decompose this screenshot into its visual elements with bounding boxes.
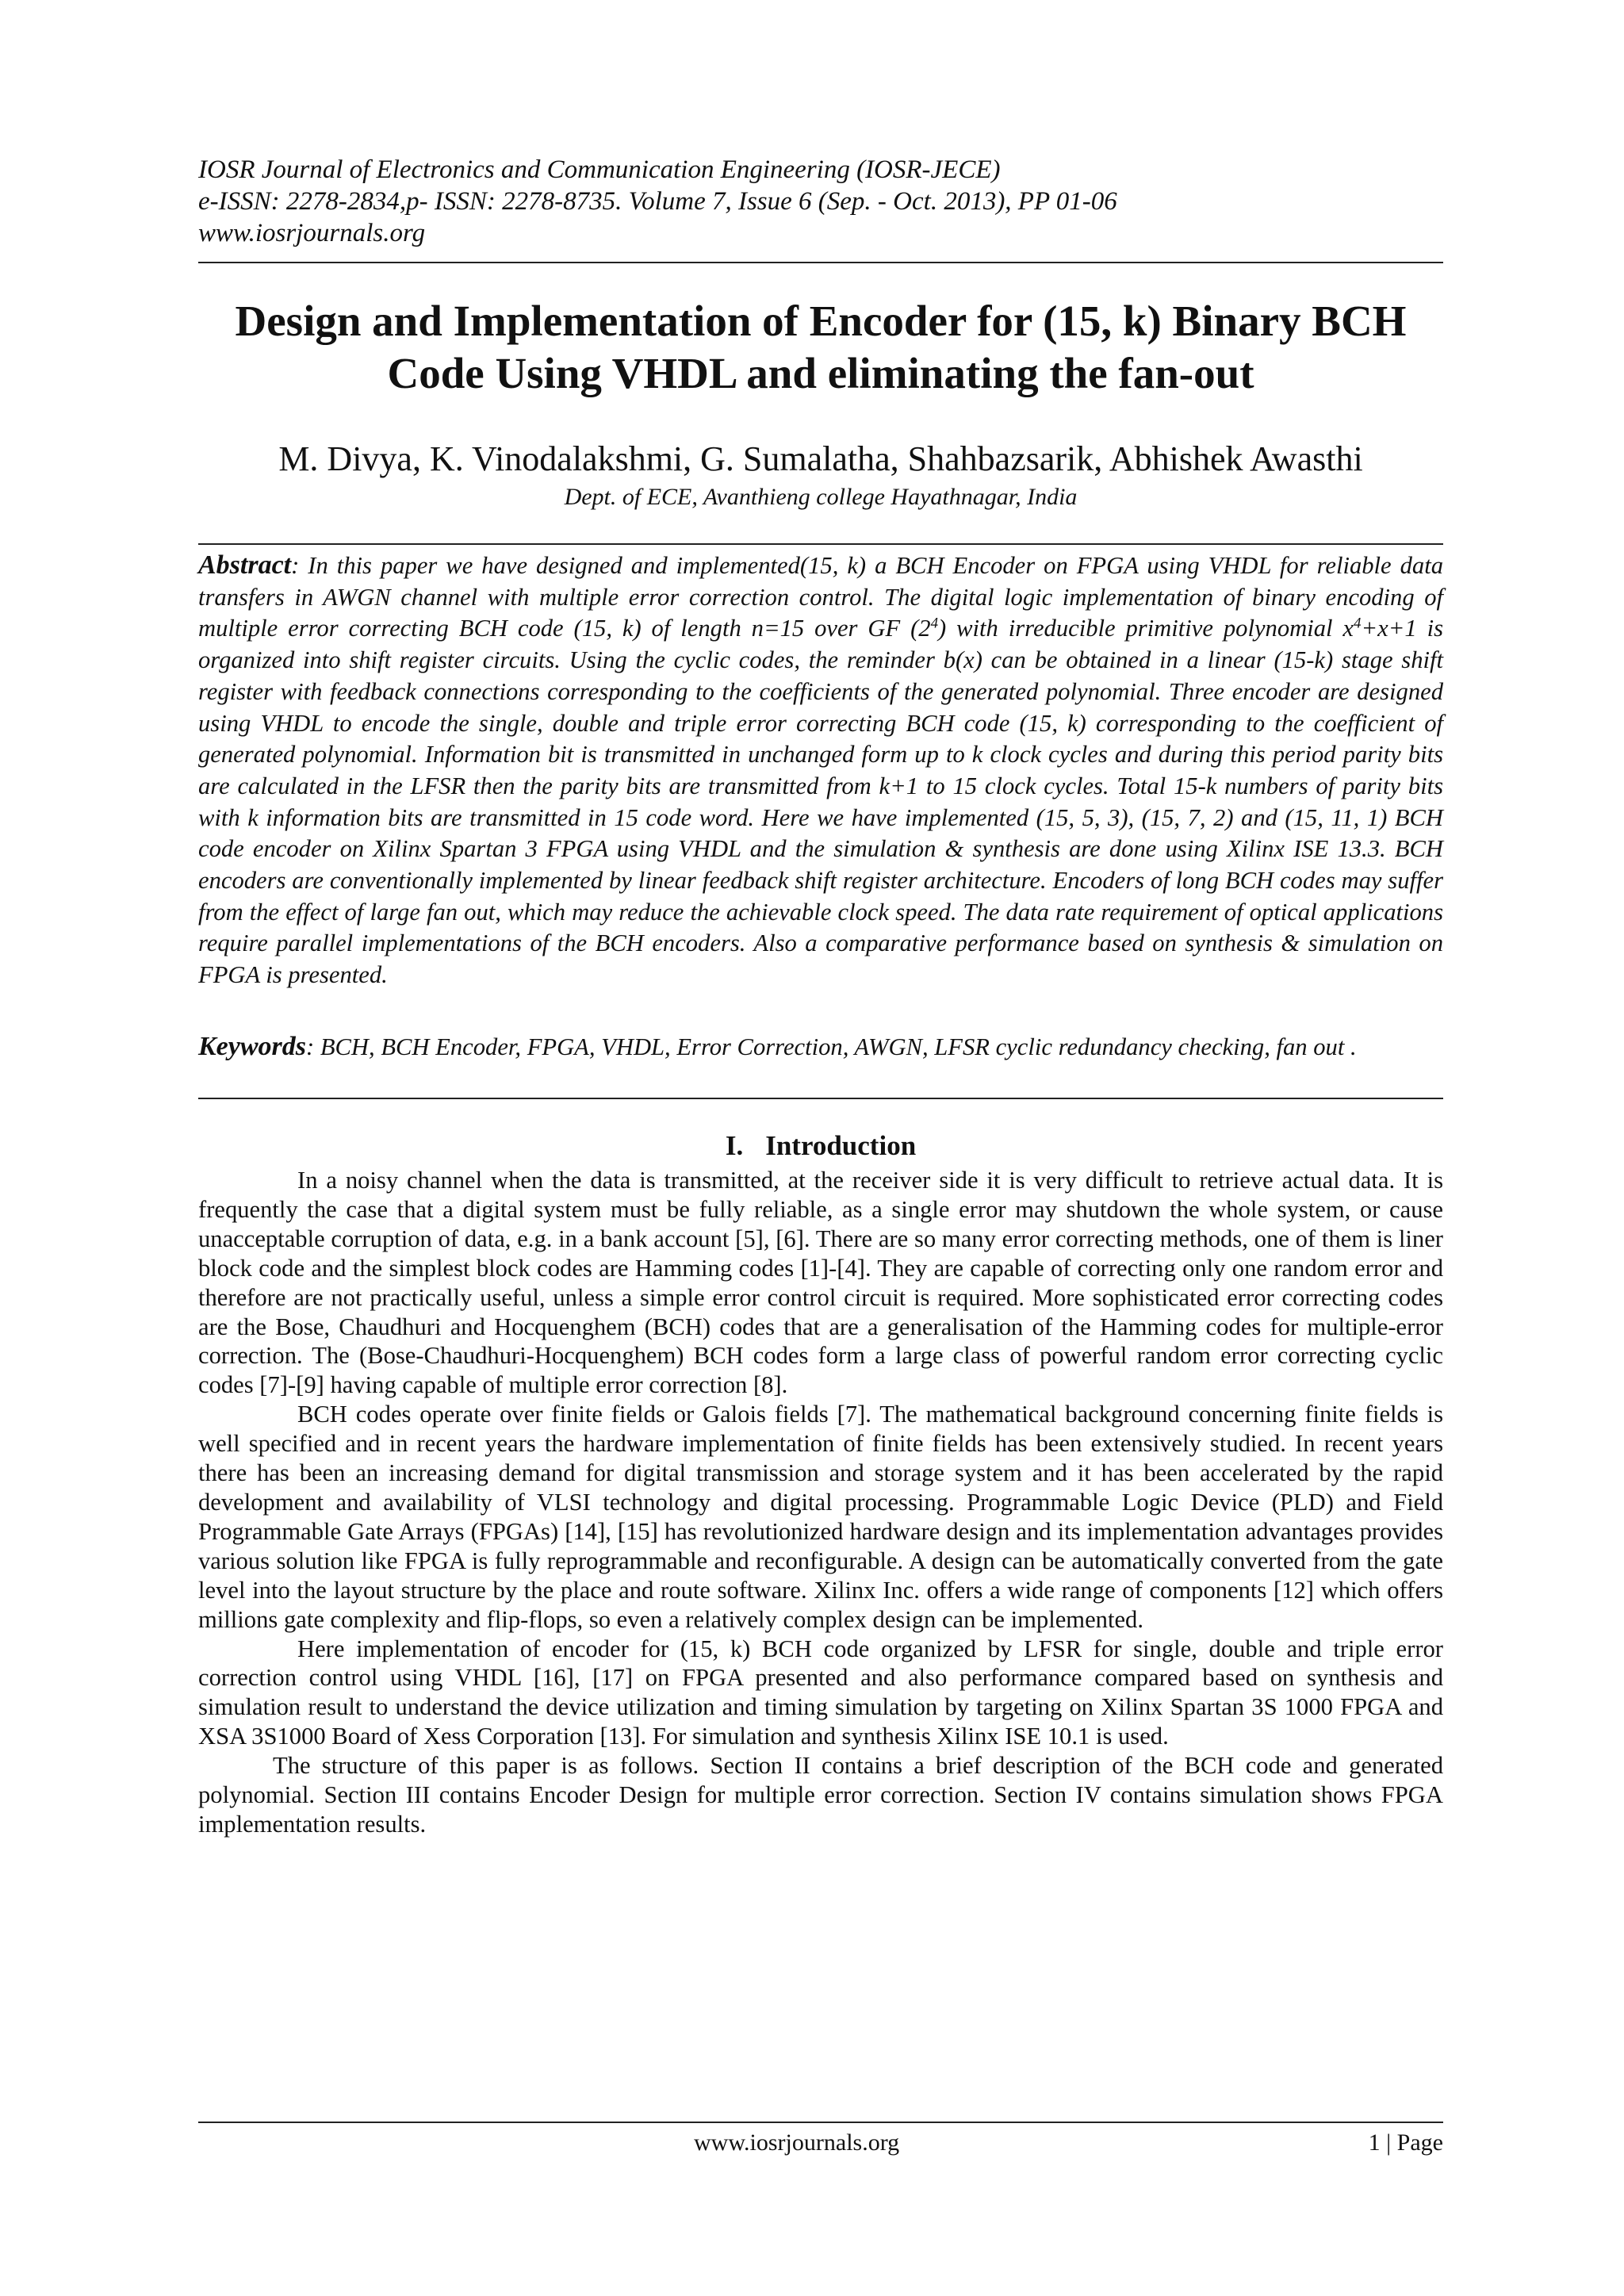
abstract-text-part-3: +x+1 is organized into shift register circuits. Using the cyclic codes, the reminder b(x) can be obtained in a linear (15-k) stage shift register with feedback connections corresponding to the coefficients of the generated polynomial. Three encoder are designed using VHDL to encode the single, double and triple error correcting BCH code (15, k) corresponding to the coefficient of generated polynomial. Information bit is transmitted in unchanged form up to k clock cycles and during this period parity bits are calculated in the LFSR then the parity bits are transmitted from k+1 to 15 clock cycles. Total 15-k numbers of parity bits with k information bits are transmitted in 15 code word. Here we have implemented (15, 5, 3), (15, 7, 2) and (15, 11, 1) BCH code encoder on Xilinx Spartan 3 FPGA using VHDL and the simulation & synthesis are done using Xilinx ISE 13.3. BCH encoders are conventionally implemented by linear feedback shift register architecture. Encoders of long BCH codes may suffer from the effect of large fan out, which may reduce the achievable clock speed. The data rate requirement of optical applications require parallel implementations of the BCH encoders. Also a comparative performance based on synthesis & simulation on FPGA is presented. — [198, 615, 1443, 989]
footer-website: www.iosrjournals.org — [694, 2129, 900, 2156]
author-list: M. Divya, K. Vinodalakshmi, G. Sumalatha, Shahbazsarik, Abhishek Awasthi — [278, 439, 1363, 478]
paragraph-3: Here implementation of encoder for (15, k) BCH code organized by LFSR for single, double and triple error correction control using VHDL [16], [17] on FPGA presented and also performance compared based on synthesis and simulation result to understand the device utilization and timing simulation by targeting on Xilinx Spartan 3S 1000 FPGA and XSA 3S1000 Board of Xess Corporation [13]. For simulation and synthesis Xilinx ISE 10.1 is used. — [198, 1635, 1443, 1750]
paragraph-2: BCH codes operate over finite fields or Galois fields [7]. The mathematical background concerning finite fields is well specified and in recent years the hardware implementation of finite fields has been extensively studied. In recent years there has been an increasing demand for digital transmission and storage system and it has been accelerated by the rapid development and availability of VLSI technology and digital processing. Programmable Logic Device (PLD) and Field Programmable Gate Arrays (FPGAs) [14], [15] has revolutionized hardware design and its implementation advantages provides various solution like FPGA is fully reprogrammable and reconfigurable. A design can be automatically converted from the gate level into the layout structure by the place and route software. Xilinx Inc. offers a wide range of components [12] which offers millions gate complexity and flip-flops, so even a relatively complex design can be implemented. — [198, 1401, 1443, 1633]
abstract-text-part-2: ) with irreducible primitive polynomial x — [938, 615, 1354, 642]
keywords — [198, 1031, 1443, 1064]
abstract-bottom-rule — [198, 1098, 1443, 1099]
footer-rule — [198, 2122, 1443, 2123]
header-rule — [198, 262, 1443, 263]
abstract — [198, 550, 1443, 991]
introduction-body — [198, 1166, 1443, 1839]
paragraph-4: The structure of this paper is as follows. Section II contains a brief description of the BCH code and generated polynomial. Section III contains Encoder Design for multiple error correction. Section IV contains simulation shows FPGA implementation results. — [198, 1752, 1443, 1838]
abstract-top-rule — [198, 543, 1443, 545]
journal-header — [198, 154, 1443, 249]
page-number: 1 | Page — [1368, 2129, 1443, 2156]
paper-title-line-1: Design and Implementation of Encoder for (15, k) Binary BCH — [235, 297, 1407, 345]
abstract-text-part-1: : In this paper we have designed and implemented(15, k) a BCH Encoder on FPGA using VHDL for reliable data transfers in AWGN channel with multiple error correction control. The digital logic implementation of binary encoding of multiple error correcting BCH code (15, k) of length n=15 over GF (2 — [198, 552, 1443, 642]
section-title: Introduction — [765, 1130, 917, 1161]
keywords-label: Keywords — [198, 1032, 306, 1061]
paper-title — [198, 295, 1443, 400]
field-exponent: 4 — [930, 615, 939, 632]
abstract-label: Abstract — [198, 550, 292, 580]
affiliation: Dept. of ECE, Avanthieng college Hayathnagar, India — [564, 484, 1078, 510]
issn-volume-line: e-ISSN: 2278-2834,p- ISSN: 2278-8735. Volume 7, Issue 6 (Sep. - Oct. 2013), PP 01-06 — [198, 187, 1117, 216]
section-number: I. — [725, 1130, 744, 1161]
journal-website: www.iosrjournals.org — [198, 219, 426, 247]
paragraph-1: In a noisy channel when the data is transmitted, at the receiver side it is very difficult to retrieve actual data. It is frequently the case that a digital system must be fully reliable, as a single error may shutdown the whole system, or cause unacceptable corruption of data, e.g. in a bank account [5], [6]. There are so many error correcting methods, one of them is liner block code and the simplest block codes are Hamming codes [1]-[4]. They are capable of correcting only one random error and therefore are not practically useful, unless a simple error control circuit is required. More sophisticated error correcting codes are the Bose, Chaudhuri and Hocquenghem (BCH) codes that are a generalisation of the Hamming codes for multiple-error correction. The (Bose-Chaudhuri-Hocquenghem) BCH codes form a large class of powerful random error correcting cyclic codes [7]-[9] having capable of multiple error correction [8]. — [198, 1167, 1443, 1399]
polynomial-exponent: 4 — [1354, 615, 1362, 632]
keywords-text: : BCH, BCH Encoder, FPGA, VHDL, Error Correction, AWGN, LFSR cyclic redundancy checking, fan out . — [306, 1033, 1357, 1060]
journal-name: IOSR Journal of Electronics and Communication Engineering (IOSR-JECE) — [198, 155, 1001, 184]
section-heading — [198, 1129, 1443, 1163]
paper-title-line-2: Code Using VHDL and eliminating the fan-out — [387, 349, 1254, 397]
